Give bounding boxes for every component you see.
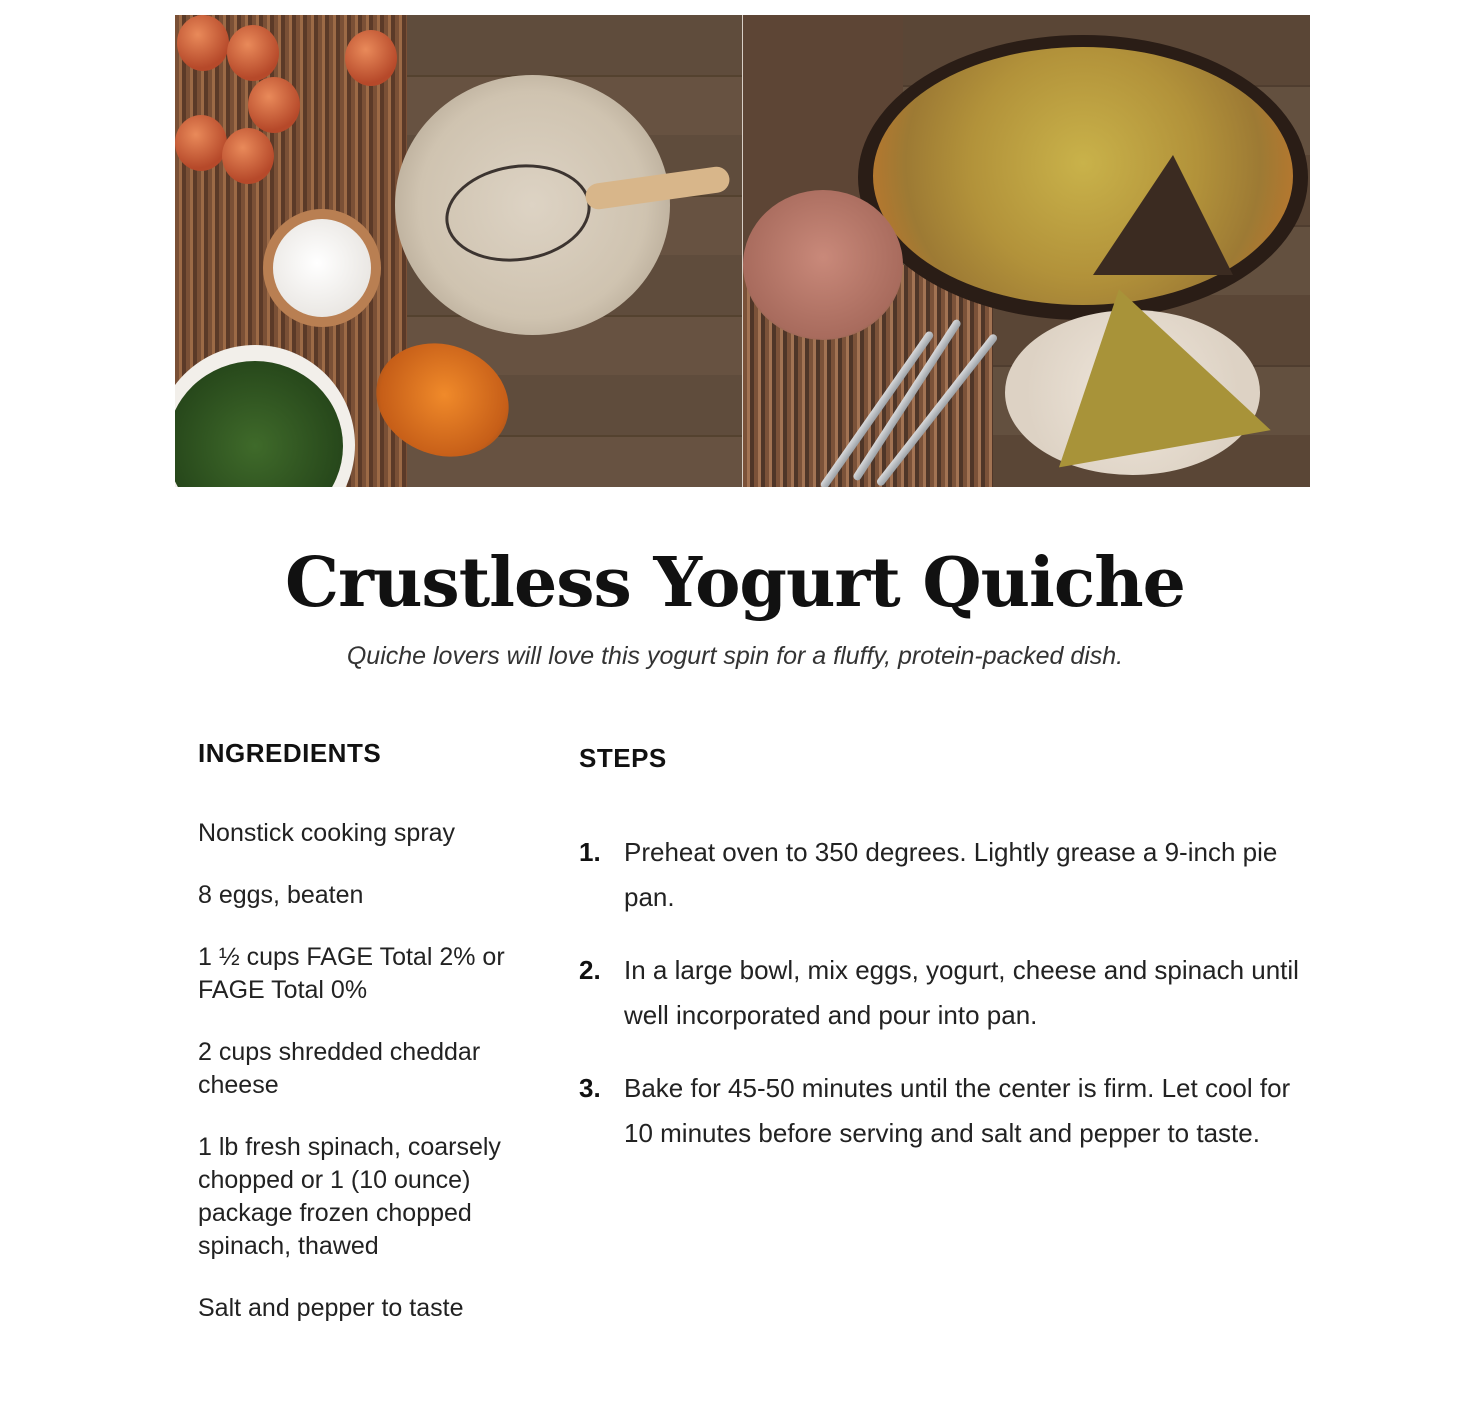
- step-text: Preheat oven to 350 degrees. Lightly grease a 9-inch pie pan.: [624, 837, 1278, 912]
- ingredient-item: 1 lb fresh spinach, coarsely chopped or 1 (10 ounce) package frozen chopped spinach, thawed: [198, 1133, 501, 1260]
- step-number: 3.: [579, 1073, 601, 1103]
- ingredient-item: Nonstick cooking spray: [198, 819, 456, 847]
- ingredients-heading: INGREDIENTS: [198, 738, 382, 768]
- ingredient-item: 8 eggs, beaten: [198, 881, 364, 909]
- recipe-subtitle: Quiche lovers will love this yogurt spin for a fluffy, protein-packed dish.: [346, 642, 1124, 670]
- step-text: In a large bowl, mix eggs, yogurt, cheese and spinach until well incorporated and pour into pan.: [624, 955, 1299, 1030]
- step-item: [579, 1066, 1299, 1156]
- quiche-photo: [743, 15, 1310, 487]
- yogurt-bowl: [263, 209, 381, 327]
- ingredient-item: Salt and pepper to taste: [198, 1294, 464, 1322]
- ingredient-item: 1 ½ cups FAGE Total 2% or FAGE Total 0%: [198, 943, 505, 1004]
- ingredients-list: [198, 817, 528, 1354]
- ingredient-item: 2 cups shredded cheddar cheese: [198, 1038, 481, 1099]
- recipe-title: Crustless Yogurt Quiche: [285, 543, 1185, 623]
- step-item: [579, 830, 1299, 920]
- step-text: Bake for 45-50 minutes until the center is firm. Let cool for 10 minutes before serving and salt and pepper to taste.: [624, 1073, 1291, 1148]
- step-number: 1.: [579, 837, 601, 867]
- steps-list: [579, 830, 1299, 1184]
- step-number: 2.: [579, 955, 601, 985]
- step-item: [579, 948, 1299, 1038]
- plate: [743, 190, 903, 340]
- hero-images: [175, 15, 1310, 487]
- steps-heading: STEPS: [579, 743, 667, 773]
- ingredients-photo: [175, 15, 742, 487]
